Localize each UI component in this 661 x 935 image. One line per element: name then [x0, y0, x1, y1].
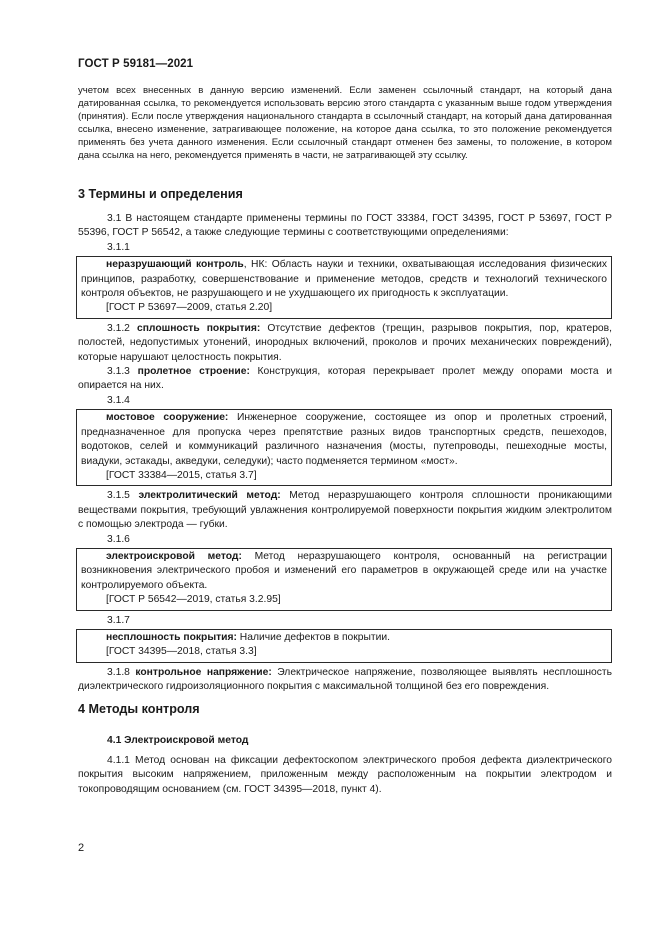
term-3-1-5-number: 3.1.5 [107, 490, 139, 502]
term-3-1-5 [78, 489, 612, 532]
document-header: ГОСТ Р 59181—2021 [78, 58, 194, 70]
term-3-1-1-definition: , НК: Область науки и техники, охватывающая исследования физических принципов, разработку, совершенствование и применение методов, средств и технологий технического контроля объектов, не разрушающего и не ухудшающего их пригодность к эксплуатации. [81, 259, 607, 300]
section-3-body [78, 212, 612, 695]
term-3-1-1-number: 3.1.1 [107, 241, 130, 253]
page-number: 2 [78, 842, 85, 854]
term-3-1-2 [78, 322, 612, 365]
term-3-1-5-name: электролитический метод: [138, 490, 281, 502]
term-3-1-3-name: пролетное строение: [137, 366, 250, 378]
term-3-1-2-name: сплошность покрытия: [136, 322, 261, 334]
term-3-1-8-definition: Электрическое напряжение, позволяющее выявлять несплошность диэлектрического гидроизоляционного покрытия с максимальной толщиной без его повреждения. [78, 666, 612, 693]
term-3-1-1-source: [ГОСТ Р 53697—2009, статья 2.20] [106, 302, 273, 314]
term-box-3-1-6 [76, 548, 612, 611]
term-3-1-2-number: 3.1.2 [107, 322, 137, 334]
term-3-1-6-definition: Метод неразрушающего контроля, основанный на регистрации возникновения электрического пробоя и изменений его параметров в окружающей среде или на участке контролируемого объекта. [81, 550, 607, 591]
term-3-1-6-name: электроискровой метод: [106, 550, 242, 562]
intro-paragraph: учетом всех внесенных в данную версию изменений. Если заменен ссылочный стандарт, на который дана датированная ссылка, то рекомендуется использовать версию этого стандарта с указанным выше годом утверждения (принятия). Если после утверждения национального стандарта в ссылочный стандарт, на который дана датированная ссылка, внесено изменение, затрагивающее положение, на которое дана ссылка, то это положение рекомендуется применять без учета данного изменения. Если ссылочный стандарт отменен без замены, то положение, в котором дана ссылка на него, рекомендуется применять в части, не затрагивающей эту ссылку. [78, 85, 612, 161]
term-3-1-7-text [81, 631, 607, 645]
term-3-1-6-text [81, 550, 607, 593]
paragraph-3-1: 3.1 В настоящем стандарте применены термины по ГОСТ 33384, ГОСТ 34395, ГОСТ Р 53697, ГОСТ Р 55396, ГОСТ Р 56542, а также следующие термины с соответствующими определениями: [78, 213, 612, 239]
term-3-1-7-source: [ГОСТ 34395—2018, статья 3.3] [106, 646, 257, 658]
term-3-1-3-definition: Конструкция, которая перекрывает пролет между опорами моста и опирается на них. [78, 366, 612, 392]
term-3-1-6-source: [ГОСТ Р 56542—2019, статья 3.2.95] [106, 594, 281, 606]
term-box-3-1-1 [76, 256, 612, 319]
section-3-title: 3 Термины и определения [78, 187, 243, 201]
term-3-1-4-number: 3.1.4 [107, 394, 130, 406]
term-3-1-7-name: несплошность покрытия: [106, 631, 237, 643]
term-3-1-1-text [81, 258, 607, 301]
term-3-1-7-definition: Наличие дефектов в покрытии. [236, 631, 390, 643]
term-3-1-4-text [81, 411, 607, 469]
section-4-title: 4 Методы контроля [78, 702, 200, 716]
term-3-1-8-number: 3.1.8 [107, 666, 136, 678]
subsection-4-1-title: 4.1 Электроискровой метод [107, 735, 249, 746]
term-3-1-8 [78, 666, 612, 695]
term-3-1-6-number: 3.1.6 [107, 533, 130, 545]
term-3-1-3-number: 3.1.3 [107, 366, 138, 378]
term-3-1-7-number: 3.1.7 [107, 614, 130, 626]
term-3-1-5-definition: Метод неразрушающего контроля сплошности проникающими веществами покрытия, требующий увлажнения контролируемой поверхности покрытия жидким электролитом с помощью электрода — губки. [78, 490, 612, 531]
term-3-1-3 [78, 365, 612, 394]
section-4-body [78, 754, 612, 797]
term-3-1-8-name: контрольное напряжение: [135, 666, 272, 678]
term-box-3-1-4 [76, 409, 612, 486]
term-3-1-4-source: [ГОСТ 33384—2015, статья 3.7] [106, 469, 257, 481]
term-3-1-4-name: мостовое сооружение: [106, 412, 229, 424]
term-box-3-1-7 [76, 629, 612, 663]
term-3-1-2-definition: Отсутствие дефектов (трещин, разрывов покрытия, пор, кратеров, полостей, недопустимых утонений, инородных включений, проколов и прочих механических повреждений), которые нарушают целостность покрытия. [78, 322, 612, 363]
term-3-1-4-definition: Инженерное сооружение, состоящее из опор и пролетных строений, предназначенное для пропуска через препятствие разных видов транспортных средств, пешеходов, водотоков, селей и коммуникаций различного назначения (мосты, путепроводы, пешеходные мосты, виадуки, эстакады, акведуки, селедуки); часто подменяется термином «мост». [81, 412, 607, 467]
term-3-1-1-name: неразрушающий контроль [106, 259, 244, 271]
paragraph-4-1-1: 4.1.1 Метод основан на фиксации дефектоскопом электрического пробоя дефекта диэлектрического покрытия высоким напряжением, приложенным между расположенным на покрытии электродом и токопроводящим основанием (см. ГОСТ 34395—2018, пункт 4). [78, 755, 612, 795]
